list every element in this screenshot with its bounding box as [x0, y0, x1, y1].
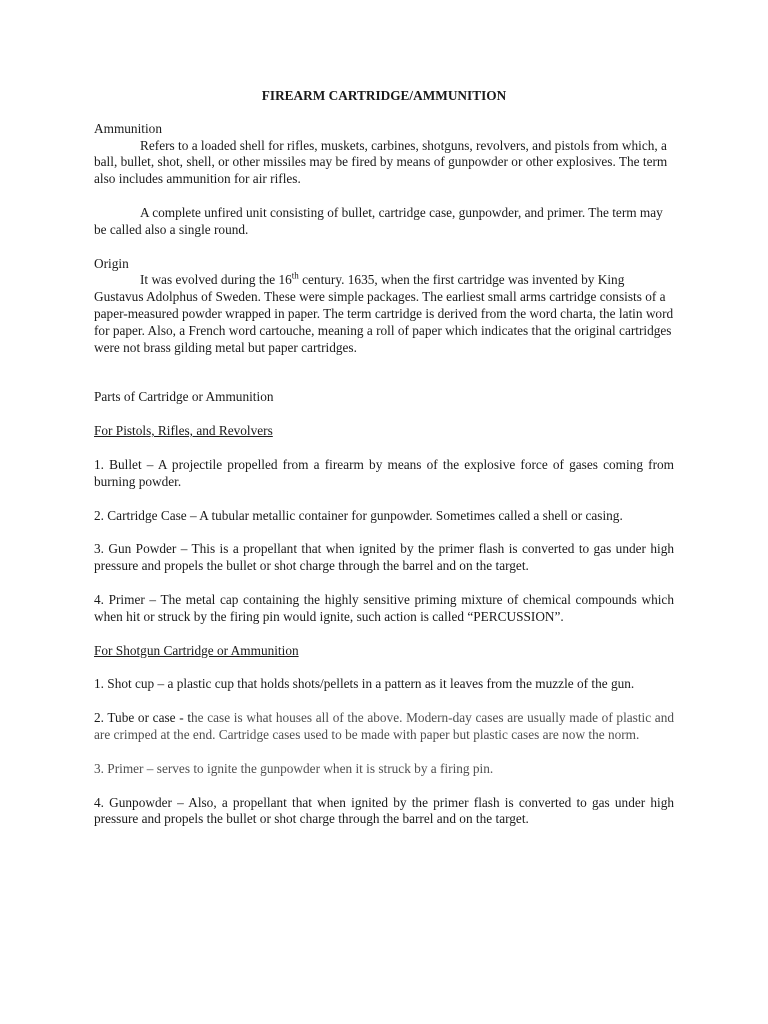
list-item-cartridge-case: 2. Cartridge Case – A tubular metallic container for gunpowder. Sometimes called a shell or casing.: [94, 507, 623, 523]
list-item-gun-powder: 3. Gun Powder – This is a propellant that when ignited by the primer flash is converted to gas under high pressure and propels the bullet or shot charge through the barrel and on the target.: [94, 541, 674, 574]
origin-paragraph: [94, 272, 674, 356]
list-item-shotgun-primer: 3. Primer – serves to ignite the gunpowder when it is struck by a firing pin.: [94, 760, 494, 776]
pistols-subheading: For Pistols, Rifles, and Revolvers: [94, 423, 273, 439]
document-body: [94, 88, 674, 828]
tube-or-case-lead: 2. Tube or case - t: [94, 710, 192, 726]
origin-text-start: It was evolved during the 16: [140, 272, 292, 288]
parts-heading: Parts of Cartridge or Ammunition: [94, 389, 274, 405]
list-item-shotgun-gunpowder: 4. Gunpowder – Also, a propellant that when ignited by the primer flash is converted to gas under high pressure and propels the bullet or shot charge through the barrel and on the target.: [94, 794, 674, 827]
origin-text-rest: century. 1635, when the first cartridge was invented by King Gustavus Adolphus of Sweden. These were simple packages. The earliest small arms cartridge consists of a paper-measured powder wrapped in paper. The term cartridge is derived from the word charta, the latin word for paper. Also, a French word cartouche, meaning a roll of paper which indicates that the original cartridges were not brass gilding metal but paper cartridges.: [94, 272, 674, 355]
ammunition-definition: Refers to a loaded shell for rifles, muskets, carbines, shotguns, revolvers, and pistols from which, a ball, bullet, shot, shell, or other missiles may be fired by means of gunpowder or other explosives. The term also includes ammunition for air rifles.: [94, 137, 668, 187]
list-item-primer: 4. Primer – The metal cap containing the highly sensitive priming mixture of chemical compounds which when hit or struck by the firing pin would ignite, such action is called “PERCUSSION”.: [94, 591, 674, 624]
shotgun-subheading: For Shotgun Cartridge or Ammunition: [94, 642, 299, 658]
tube-or-case-text: he case is what houses all of the above. Modern-day cases are usually made of plastic and are crimped at the end. Cartridge cases used to be made with paper but plastic cases are now the norm.: [94, 710, 674, 742]
origin-heading: Origin: [94, 255, 129, 271]
list-item-shot-cup: 1. Shot cup – a plastic cup that holds shots/pellets in a pattern as it leaves from the muzzle of the gun.: [94, 676, 635, 692]
ammunition-heading: Ammunition: [94, 120, 162, 136]
origin-superscript: th: [291, 270, 299, 281]
list-item-bullet: 1. Bullet – A projectile propelled from a firearm by means of the explosive force of gases coming from burning powder.: [94, 456, 674, 489]
list-item-tube-or-case: [94, 710, 674, 744]
ammunition-single-round: A complete unfired unit consisting of bullet, cartridge case, gunpowder, and primer. The term may be called also a single round.: [94, 204, 663, 237]
document-title: FIREARM CARTRIDGE/AMMUNITION: [261, 88, 507, 103]
